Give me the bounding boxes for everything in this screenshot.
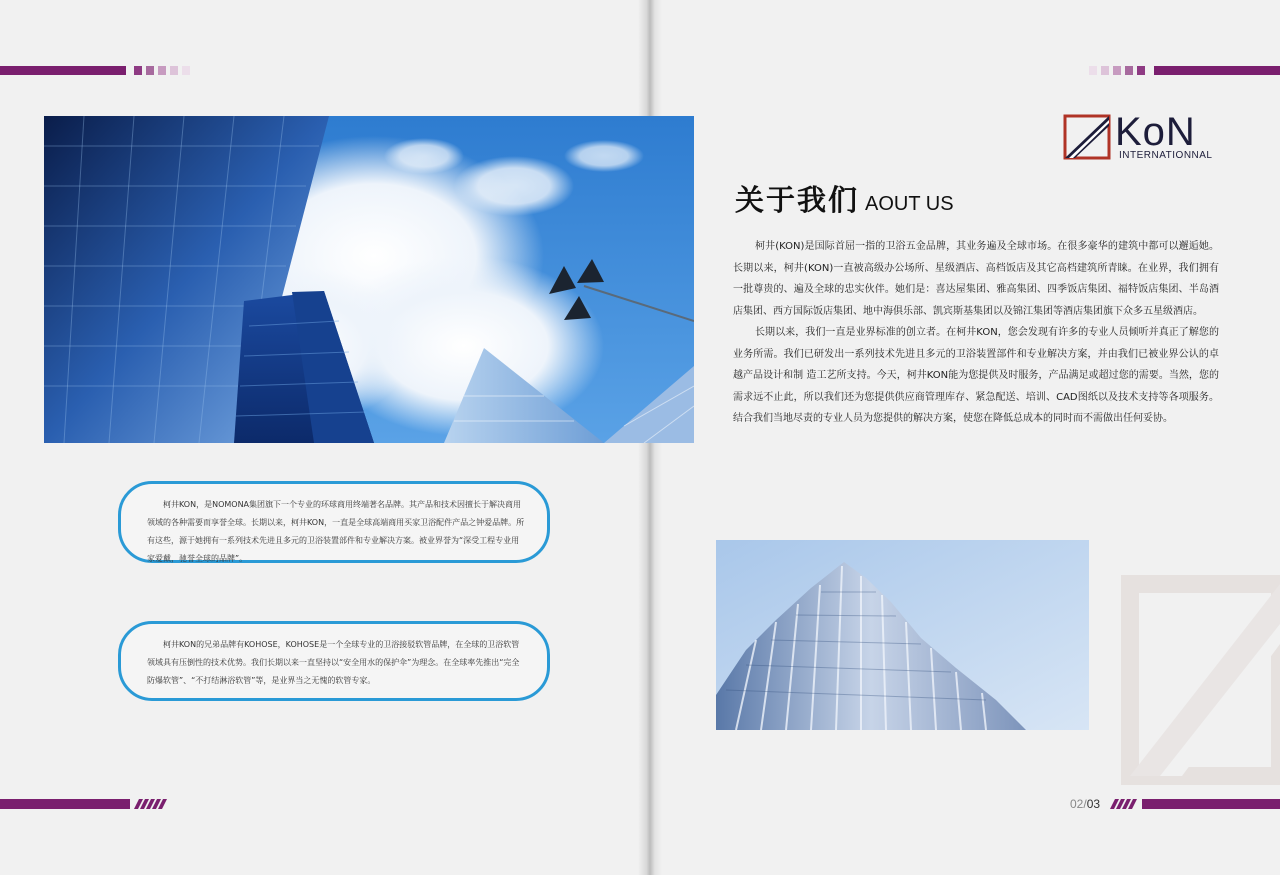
- page-number-right: 03: [1086, 797, 1101, 811]
- top-right-square-3: [1113, 66, 1121, 75]
- top-left-accent-bar: [0, 66, 126, 75]
- page-number-left: 02: [1070, 797, 1084, 811]
- top-right-square-2: [1101, 66, 1109, 75]
- top-right-accent-bar: [1154, 66, 1280, 75]
- skyscraper-sky-photo: [44, 116, 694, 443]
- info-box-brand-text: 柯井KON，是NOMONA集团旗下一个专业的环球商用终端著名品牌。其产品和技术因擅长于解决商用领域的各种需要而享誉全球。长期以来，柯井KON，一直是全球高端商用买家卫浴配件产品之钟爱品牌。所有这些，源于她拥有一系列技术先进且多元的卫浴装置部件和专业解决方案。被业界誉为“深受工程专业用家爱戴，驰誉全球的品牌”。: [147, 500, 525, 563]
- kon-subtitle: INTERNATIONNAL: [1119, 150, 1213, 161]
- top-right-square-1: [1089, 66, 1097, 75]
- top-left-square-1: [134, 66, 142, 75]
- about-paragraph-2: 长期以来，我们一直是业界标准的创立者。在柯井KON，您会发现有许多的专业人员倾听并真正了解您的业务所需。我们已研发出一系列技术先进且多元的卫浴装置部件和专业解决方案，并由我们已被业界公认的卓越产品设计和制 造工艺所支持。今天，柯井KON能为您提供及时服务，产品满足或超过您的需要。当然，您的需求远不止此，所以我们还为您提供供应商管理库存、紧急配送、培训、CAD图纸以及技术支持等各项服务。结合我们当地尽责的专业人员为您提供的解决方案，使您在降低总成本的同时而不需做出任何妥协。: [733, 327, 1219, 424]
- page-number: [1070, 797, 1100, 811]
- top-right-square-5: [1137, 66, 1145, 75]
- bottom-left-accent-bar: [0, 799, 170, 809]
- page-title-en: AOUT US: [865, 193, 954, 215]
- kon-wordmark: KoN: [1115, 110, 1196, 154]
- top-left-square-4: [170, 66, 178, 75]
- info-box-sister-brand-text: 柯井KON的兄弟品牌有KOHOSE，KOHOSE是一个全球专业的卫浴接驳软管品牌，在全球的卫浴软管领域具有压倒性的技术优势。我们长期以来一直坚持以“安全用水的保护伞”为理念。在全球率先推出“完全防爆软管”、“不打结淋浴软管”等，是业界当之无愧的软管专家。: [147, 640, 520, 685]
- kon-logo: [1063, 110, 1223, 164]
- about-body: [733, 236, 1219, 430]
- info-box-brand: [118, 481, 550, 563]
- top-left-square-2: [146, 66, 154, 75]
- bottom-right-accent-bar: [1110, 799, 1280, 809]
- building-photo: [716, 540, 1089, 730]
- page-number-separator: /: [1083, 797, 1087, 811]
- kon-logo-icon: [1063, 114, 1111, 160]
- info-box-sister-brand: [118, 621, 550, 701]
- about-paragraph-1: 柯井(KON)是国际首屈一指的卫浴五金品牌，其业务遍及全球市场。在很多豪华的建筑中都可以邂逅她。长期以来，柯井(KON)一直被高级办公场所、星级酒店、高档饭店及其它高档建筑所青睐。在业界，我们拥有一批尊贵的、遍及全球的忠实伙伴。她们是：喜达屋集团、雅高集团、四季饭店集团、福特饭店集团、半岛酒店集团、西方国际饭店集团、地中海俱乐部、凯宾斯基集团以及锦江集团等酒店集团旗下众多五星级酒店。: [733, 241, 1219, 317]
- top-left-square-3: [158, 66, 166, 75]
- logo-watermark-icon: [1120, 574, 1280, 786]
- page-title: [735, 178, 954, 219]
- page-title-zh: 关于我们: [735, 183, 860, 217]
- top-right-square-4: [1125, 66, 1133, 75]
- top-left-square-5: [182, 66, 190, 75]
